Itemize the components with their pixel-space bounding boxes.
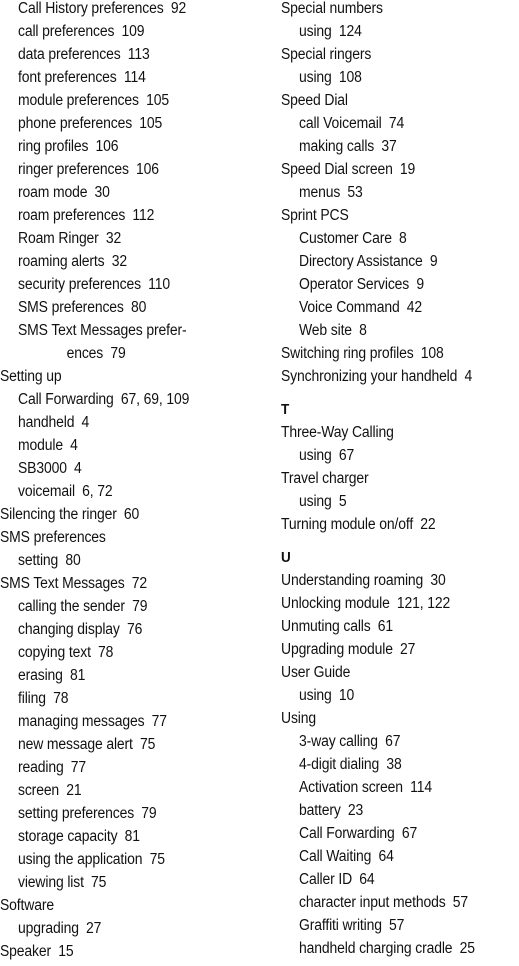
index-term: Understanding roaming — [281, 572, 424, 589]
index-term: phone preferences — [18, 115, 133, 132]
index-term: ring profiles — [18, 138, 89, 155]
index-term: Software — [0, 897, 54, 914]
index-page-numbers: 32 — [105, 230, 122, 247]
index-entry-using-the-application — [0, 851, 236, 874]
index-page-numbers: 9 — [429, 253, 438, 270]
index-term: menus — [299, 184, 341, 201]
index-term: handheld — [18, 414, 75, 431]
index-entry-sprint-pcs — [281, 207, 495, 230]
index-page-numbers: 64 — [378, 848, 394, 865]
index-entry-storage-capacity — [0, 828, 236, 851]
index-page-numbers: 32 — [111, 253, 127, 270]
index-entry-using — [281, 493, 495, 516]
index-term: upgrading — [18, 920, 79, 937]
index-term: SB3000 — [18, 460, 67, 477]
index-page-numbers: 57 — [452, 894, 469, 911]
index-term: ringer preferences — [18, 161, 129, 178]
index-term: copying text — [18, 644, 91, 661]
index-page-numbers: 92 — [170, 0, 187, 17]
index-term: Upgrading module — [281, 641, 393, 658]
index-entry-setting — [0, 552, 236, 575]
index-entry-speed-dial-screen — [281, 161, 495, 184]
index-term: character input methods — [299, 894, 446, 911]
index-term: 4-digit dialing — [299, 756, 380, 773]
index-term: Customer Care — [299, 230, 392, 247]
index-entry-activation-screen — [281, 779, 495, 802]
index-entry-using — [281, 69, 495, 92]
index-entry-call-forwarding — [0, 391, 236, 414]
index-term: Speaker — [0, 943, 52, 960]
index-entry-directory-assistance — [281, 253, 495, 276]
index-page-numbers: 81 — [124, 828, 140, 845]
index-entry-handheld — [0, 414, 236, 437]
index-entry-copying-text — [0, 644, 236, 667]
index-entry-turning-module-on-off — [281, 516, 495, 539]
index-term: screen — [18, 782, 60, 799]
index-term: new message alert — [18, 736, 133, 753]
index-term: using — [299, 69, 332, 86]
index-term: Call Forwarding — [299, 825, 395, 842]
index-page-numbers: 105 — [139, 115, 163, 132]
index-entry-special-numbers — [281, 0, 495, 23]
index-page-numbers: 37 — [381, 138, 397, 155]
index-entry-speed-dial — [281, 92, 495, 115]
index-page-numbers: 57 — [389, 917, 405, 934]
index-term: battery — [299, 802, 341, 819]
index-entry-using — [281, 687, 495, 710]
index-term: 3-way calling — [299, 733, 378, 750]
index-term: using the application — [18, 851, 143, 868]
index-term: ences — [66, 345, 104, 362]
index-term: module preferences — [18, 92, 139, 109]
index-term: SMS preferences — [18, 299, 124, 316]
index-entry-ring-profiles — [0, 138, 236, 161]
index-entry-menus — [281, 184, 495, 207]
index-page-numbers: 77 — [70, 759, 87, 776]
index-term: Web site — [299, 322, 352, 339]
index-section-letter — [281, 401, 495, 424]
index-term: Unlocking module — [281, 595, 390, 612]
index-term: roam preferences — [18, 207, 126, 224]
index-term: User Guide — [281, 664, 351, 681]
index-entry-roam-mode — [0, 184, 236, 207]
index-entry-screen — [0, 782, 236, 805]
index-entry-calling-the-sender — [0, 598, 236, 621]
index-entry-viewing-list — [0, 874, 236, 897]
index-entry-sms-text-messages — [0, 575, 236, 598]
index-term: storage capacity — [18, 828, 118, 845]
index-term: Call Forwarding — [18, 391, 114, 408]
index-entry-unmuting-calls — [281, 618, 495, 641]
index-term: Turning module on/off — [281, 516, 414, 533]
index-page-numbers: 4 — [70, 437, 78, 454]
index-page-numbers: 38 — [386, 756, 402, 773]
index-term: module — [18, 437, 63, 454]
index-entry-caller-id — [281, 871, 495, 894]
index-entry-roam-preferences — [0, 207, 236, 230]
index-term: making calls — [299, 138, 375, 155]
index-term: using — [299, 493, 332, 510]
index-term: filing — [18, 690, 46, 707]
index-page-numbers: 21 — [66, 782, 82, 799]
index-term: setting preferences — [18, 805, 135, 822]
index-page-numbers: 4 — [81, 414, 90, 431]
index-entry-using — [281, 23, 495, 46]
index-page-numbers: 106 — [135, 161, 159, 178]
index-entry-software — [0, 897, 236, 920]
index-entry-ences — [0, 345, 236, 368]
index-page-numbers: 8 — [399, 230, 407, 247]
index-entry-customer-care — [281, 230, 495, 253]
index-term: data preferences — [18, 46, 121, 63]
index-page-numbers: 23 — [347, 802, 364, 819]
index-term: managing messages — [18, 713, 145, 730]
index-entry-4-digit-dialing — [281, 756, 495, 779]
index-entry-data-preferences — [0, 46, 236, 69]
index-term: Voice Command — [299, 299, 400, 316]
index-page-numbers: 112 — [132, 207, 155, 224]
index-entry-managing-messages — [0, 713, 236, 736]
index-term: Using — [281, 710, 317, 727]
index-page-numbers: 4 — [464, 368, 473, 385]
index-page-numbers: 53 — [347, 184, 363, 201]
index-page-numbers: 4 — [74, 460, 82, 477]
index-page-numbers: 79 — [110, 345, 126, 362]
index-entry-security-preferences — [0, 276, 236, 299]
index-entry-3-way-calling — [281, 733, 495, 756]
index-page-numbers: 76 — [126, 621, 143, 638]
index-page-numbers: 8 — [359, 322, 367, 339]
index-page-numbers: 75 — [149, 851, 165, 868]
index-term: Call History preferences — [18, 0, 164, 17]
index-page-numbers: 9 — [416, 276, 424, 293]
index-term: Synchronizing your handheld — [281, 368, 458, 385]
index-page-numbers: 80 — [130, 299, 147, 316]
index-term: SMS Text Messages prefer- — [18, 322, 187, 339]
index-term: using — [299, 23, 332, 40]
index-entry-call-preferences — [0, 23, 236, 46]
index-entry-sb3000 — [0, 460, 236, 483]
index-entry-call-voicemail — [281, 115, 495, 138]
index-page-numbers: 6, 72 — [82, 483, 113, 500]
index-entry-web-site — [281, 322, 495, 345]
index-entry-upgrading — [0, 920, 236, 943]
index-entry-handheld-charging-cradle — [281, 940, 495, 963]
index-term: font preferences — [18, 69, 117, 86]
index-entry-silencing-the-ringer — [0, 506, 236, 529]
index-term: calling the sender — [18, 598, 125, 615]
index-page-numbers: 64 — [359, 871, 375, 888]
index-page-numbers: 27 — [86, 920, 102, 937]
index-entry-call-waiting — [281, 848, 495, 871]
index-page-numbers: 42 — [406, 299, 423, 316]
index-page-numbers: 72 — [131, 575, 148, 592]
index-term: erasing — [18, 667, 63, 684]
index-term: handheld charging cradle — [299, 940, 453, 957]
index-entry-sms-preferences — [0, 529, 236, 552]
index-page-numbers: 106 — [95, 138, 119, 155]
index-term: T — [281, 401, 290, 418]
index-term: Speed Dial screen — [281, 161, 393, 178]
index-term: Caller ID — [299, 871, 353, 888]
index-term: Three-Way Calling — [281, 424, 394, 441]
index-entry-travel-charger — [281, 470, 495, 493]
index-entry-making-calls — [281, 138, 495, 161]
index-entry-reading — [0, 759, 236, 782]
index-term: Roam Ringer — [18, 230, 99, 247]
index-entry-setting-up — [0, 368, 236, 391]
index-page-numbers: 61 — [377, 618, 394, 635]
index-entry-new-message-alert — [0, 736, 236, 759]
index-page-numbers: 19 — [399, 161, 416, 178]
index-page-numbers: 60 — [123, 506, 140, 523]
index-entry-module — [0, 437, 236, 460]
index-term: Unmuting calls — [281, 618, 371, 635]
index-term: Speed Dial — [281, 92, 348, 109]
index-page-numbers: 25 — [459, 940, 475, 957]
index-entry-roaming-alerts — [0, 253, 236, 276]
index-page-numbers: 78 — [53, 690, 69, 707]
index-page-numbers: 81 — [70, 667, 86, 684]
index-entry-unlocking-module — [281, 595, 495, 618]
index-term: roam mode — [18, 184, 88, 201]
index-entry-font-preferences — [0, 69, 236, 92]
index-page-numbers: 108 — [338, 69, 362, 86]
index-term: using — [299, 447, 332, 464]
index-term: viewing list — [18, 874, 84, 891]
index-term: Operator Services — [299, 276, 410, 293]
index-entry-character-input-methods — [281, 894, 495, 917]
index-term: voicemail — [18, 483, 75, 500]
index-term: Graffiti writing — [299, 917, 382, 934]
index-entry-using — [281, 447, 495, 470]
index-page-numbers: 15 — [58, 943, 74, 960]
index-entry-changing-display — [0, 621, 236, 644]
index-page-numbers: 78 — [98, 644, 114, 661]
index-entry-voice-command — [281, 299, 495, 322]
index-entry-erasing — [0, 667, 236, 690]
index-entry-three-way-calling — [281, 424, 495, 447]
index-term: security preferences — [18, 276, 141, 293]
index-page-numbers: 77 — [151, 713, 167, 730]
index-entry-graffiti-writing — [281, 917, 495, 940]
index-term: Call Waiting — [299, 848, 372, 865]
index-page-numbers: 30 — [430, 572, 446, 589]
index-page-numbers: 75 — [139, 736, 156, 753]
index-page-numbers: 110 — [148, 276, 170, 293]
index-entry-module-preferences — [0, 92, 236, 115]
index-entry-setting-preferences — [0, 805, 236, 828]
index-page-numbers: 67 — [401, 825, 418, 842]
index-term: roaming alerts — [18, 253, 105, 270]
index-page-numbers: 121, 122 — [396, 595, 451, 612]
index-term: SMS Text Messages — [0, 575, 125, 592]
index-entry-using — [281, 710, 495, 733]
index-column-right — [281, 0, 519, 963]
index-entry-synchronizing-your-handheld — [281, 368, 495, 391]
index-term: Sprint PCS — [281, 207, 349, 224]
index-entry-sms-preferences — [0, 299, 236, 322]
index-term: Activation screen — [299, 779, 403, 796]
index-entry-call-history-preferences — [0, 0, 236, 23]
index-page-numbers: 75 — [91, 874, 107, 891]
index-term: Special ringers — [281, 46, 372, 63]
index-page-numbers: 67, 69, 109 — [120, 391, 190, 408]
index-page-numbers: 124 — [338, 23, 362, 40]
index-term: Switching ring profiles — [281, 345, 414, 362]
index-page-numbers: 10 — [338, 687, 355, 704]
index-page-numbers: 80 — [65, 552, 81, 569]
index-term: setting — [18, 552, 59, 569]
index-page-numbers: 67 — [338, 447, 355, 464]
index-entry-speaker — [0, 943, 236, 966]
index-term: call Voicemail — [299, 115, 382, 132]
index-entry-user-guide — [281, 664, 495, 687]
index-page-numbers: 74 — [388, 115, 405, 132]
index-entry-understanding-roaming — [281, 572, 495, 595]
index-entry-switching-ring-profiles — [281, 345, 495, 368]
index-term: Travel charger — [281, 470, 369, 487]
index-entry-phone-preferences — [0, 115, 236, 138]
index-entry-battery — [281, 802, 495, 825]
index-page-numbers: 5 — [338, 493, 347, 510]
index-term: reading — [18, 759, 64, 776]
index-page-numbers: 108 — [420, 345, 444, 362]
index-section-letter — [281, 549, 495, 572]
index-entry-roam-ringer — [0, 230, 236, 253]
index-entry-operator-services — [281, 276, 495, 299]
index-entry-upgrading-module — [281, 641, 495, 664]
index-page-numbers: 22 — [420, 516, 436, 533]
index-page-numbers: 79 — [141, 805, 157, 822]
index-entry-call-forwarding — [281, 825, 495, 848]
index-page-numbers: 109 — [121, 23, 145, 40]
index-page-numbers: 105 — [146, 92, 169, 109]
index-term: Silencing the ringer — [0, 506, 117, 523]
index-entry-sms-text-messages-prefer — [0, 322, 236, 345]
index-entry-filing — [0, 690, 236, 713]
index-term: Directory Assistance — [299, 253, 423, 270]
index-term: SMS preferences — [0, 529, 106, 546]
index-term: call preferences — [18, 23, 115, 40]
index-page-numbers: 114 — [123, 69, 146, 86]
index-entry-ringer-preferences — [0, 161, 236, 184]
index-term: Setting up — [0, 368, 62, 385]
index-page-numbers: 113 — [127, 46, 150, 63]
index-term: U — [281, 549, 291, 566]
index-term: using — [299, 687, 332, 704]
index-page-numbers: 67 — [385, 733, 401, 750]
index-page-numbers: 30 — [94, 184, 110, 201]
index-page-numbers: 79 — [132, 598, 148, 615]
index-page-numbers: 114 — [410, 779, 432, 796]
index-term: changing display — [18, 621, 120, 638]
index-page-numbers: 27 — [400, 641, 416, 658]
index-entry-voicemail — [0, 483, 236, 506]
index-entry-special-ringers — [281, 46, 495, 69]
index-term: Special numbers — [281, 0, 383, 17]
